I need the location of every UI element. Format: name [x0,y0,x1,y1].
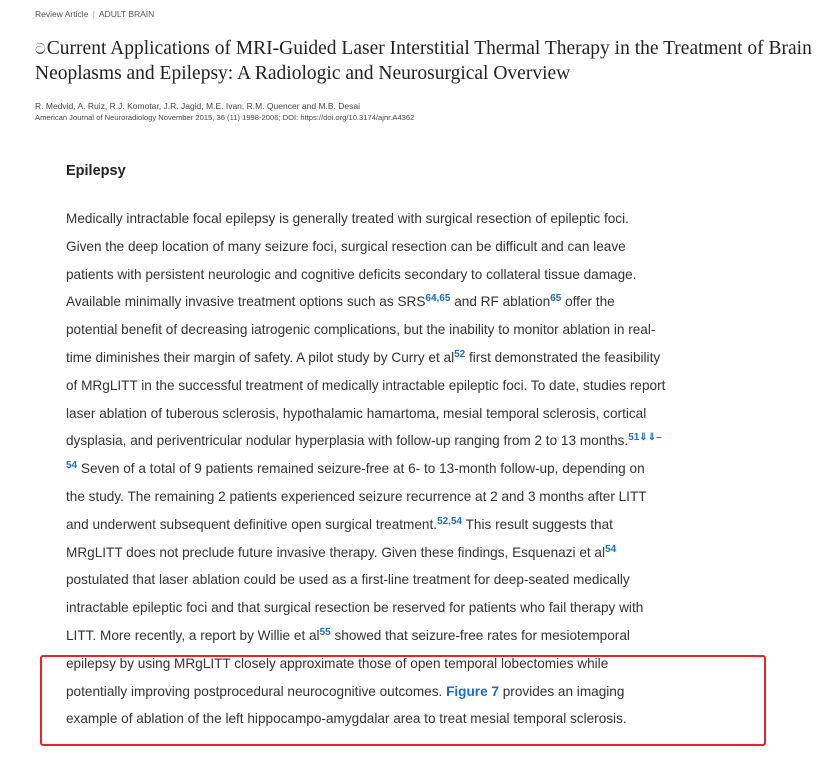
paragraph-line: laser ablation of tuberous sclerosis, hypothalamic hamartoma, mesial temporal sclerosis, cortical [66,405,647,421]
section-label[interactable]: ADULT BRAIN [98,9,155,19]
paragraph-line: Medically intractable focal epilepsy is generally treated with surgical resection of epileptic foci. [66,211,629,226]
reference-link-52[interactable]: 52 [454,348,466,360]
reference-link-54[interactable]: 54 [605,543,617,555]
paragraph-line: the study. The remaining 2 patients experienced seizure recurrence at 2 and 3 months after LITT [66,488,647,504]
reference-link-64-65[interactable]: 64,65 [425,293,451,305]
article-title [35,37,825,85]
paragraph-line: epilepsy by using MRgLITT closely approximate those of open temporal lobectomies while [66,655,609,671]
reference-link-51-54[interactable]: 51⇓⇓– [628,432,662,444]
author-list: R. Medvid, A. Ruiz, R.J. Komotar, J.R. Jagid, M.E. Ivan, R.M. Quencer and M.B. Desai [35,101,361,111]
reference-link-54[interactable]: 54 [66,460,78,472]
highlight-annotation-box [40,655,766,746]
reference-link-52-54[interactable]: 52,54 [437,515,463,527]
paragraph-line: time diminishes their margin of safety. A pilot study by Curry et al$^{52}$ first demonstrated the feasibility [66,348,661,365]
section-heading: Epilepsy [66,163,126,179]
reference-link-65[interactable]: 65 [550,293,562,305]
paragraph-line: intractable epileptic foci and that surgical resection be reserved for patients who fail therapy with [66,600,644,616]
article-meta-bar [35,9,154,19]
paragraph-line: patients with persistent neurologic and cognitive deficits secondary to collateral tissue damage. [66,266,637,282]
open-access-icon: ට [35,42,46,58]
paragraph-line: LITT. More recently, a report by Willie et al$^{55}$ showed that seizure-free rates for mesiotemporal [66,626,630,643]
paragraph-line: of MRgLITT in the successful treatment of medically intractable epileptic foci. To date, studies report [66,377,666,393]
paragraph-line: $^{54}$ Seven of a total of 9 patients remained seizure-free at 6- to 13-month follow-up, depending on [66,460,645,477]
article-title-text: Current Applications of MRI-Guided Laser Interstitial Thermal Therapy in the Treatment of Brain Neoplasms and Epilepsy: A Radiologic and Neurosurgical Overview [35,38,812,84]
paragraph-line: Given the deep location of many seizure foci, surgical resection can be difficult and can leave [66,238,626,254]
paragraph-line: example of ablation of the left hippocampo-amygdalar area to treat mesial temporal sclerosis. [66,711,627,727]
paragraph-line: dysplasia, and periventricular nodular hyperplasia with follow-up ranging from 2 to 13 months.$^{51⇓⇓-}$ [66,432,662,449]
paragraph-line: Available minimally invasive treatment options such as SRS$^{64,65}$ and RF ablation$^{65}$ offer the [66,293,615,310]
paragraph-line: MRgLITT does not preclude future invasive therapy. Given these findings, Esquenazi et al$^{54}$ [66,543,617,560]
article-type-label: Review Article [35,9,89,19]
paragraph-line: potential benefit of decreasing iatrogenic complications, but the inability to monitor ablation in real- [66,322,656,338]
figure-7-link[interactable]: Figure 7 [446,683,499,699]
epilepsy-paragraph [66,205,801,733]
citation-line: American Journal of Neuroradiology November 2015, 36 (11) 1998-2006; DOI: https://doi.org/10.3174/ajnr.A4362 [35,113,415,122]
reference-link-55[interactable]: 55 [319,626,331,638]
meta-separator: | [92,9,95,19]
paragraph-line: and underwent subsequent definitive open surgical treatment.$^{52,54}$ This result suggests that [66,515,613,532]
paragraph-line: potentially improving postprocedural neurocognitive outcomes. Figure 7 provides an imaging [66,683,625,699]
paragraph-line: postulated that laser ablation could be used as a first-line treatment for deep-seated medically [66,572,630,588]
